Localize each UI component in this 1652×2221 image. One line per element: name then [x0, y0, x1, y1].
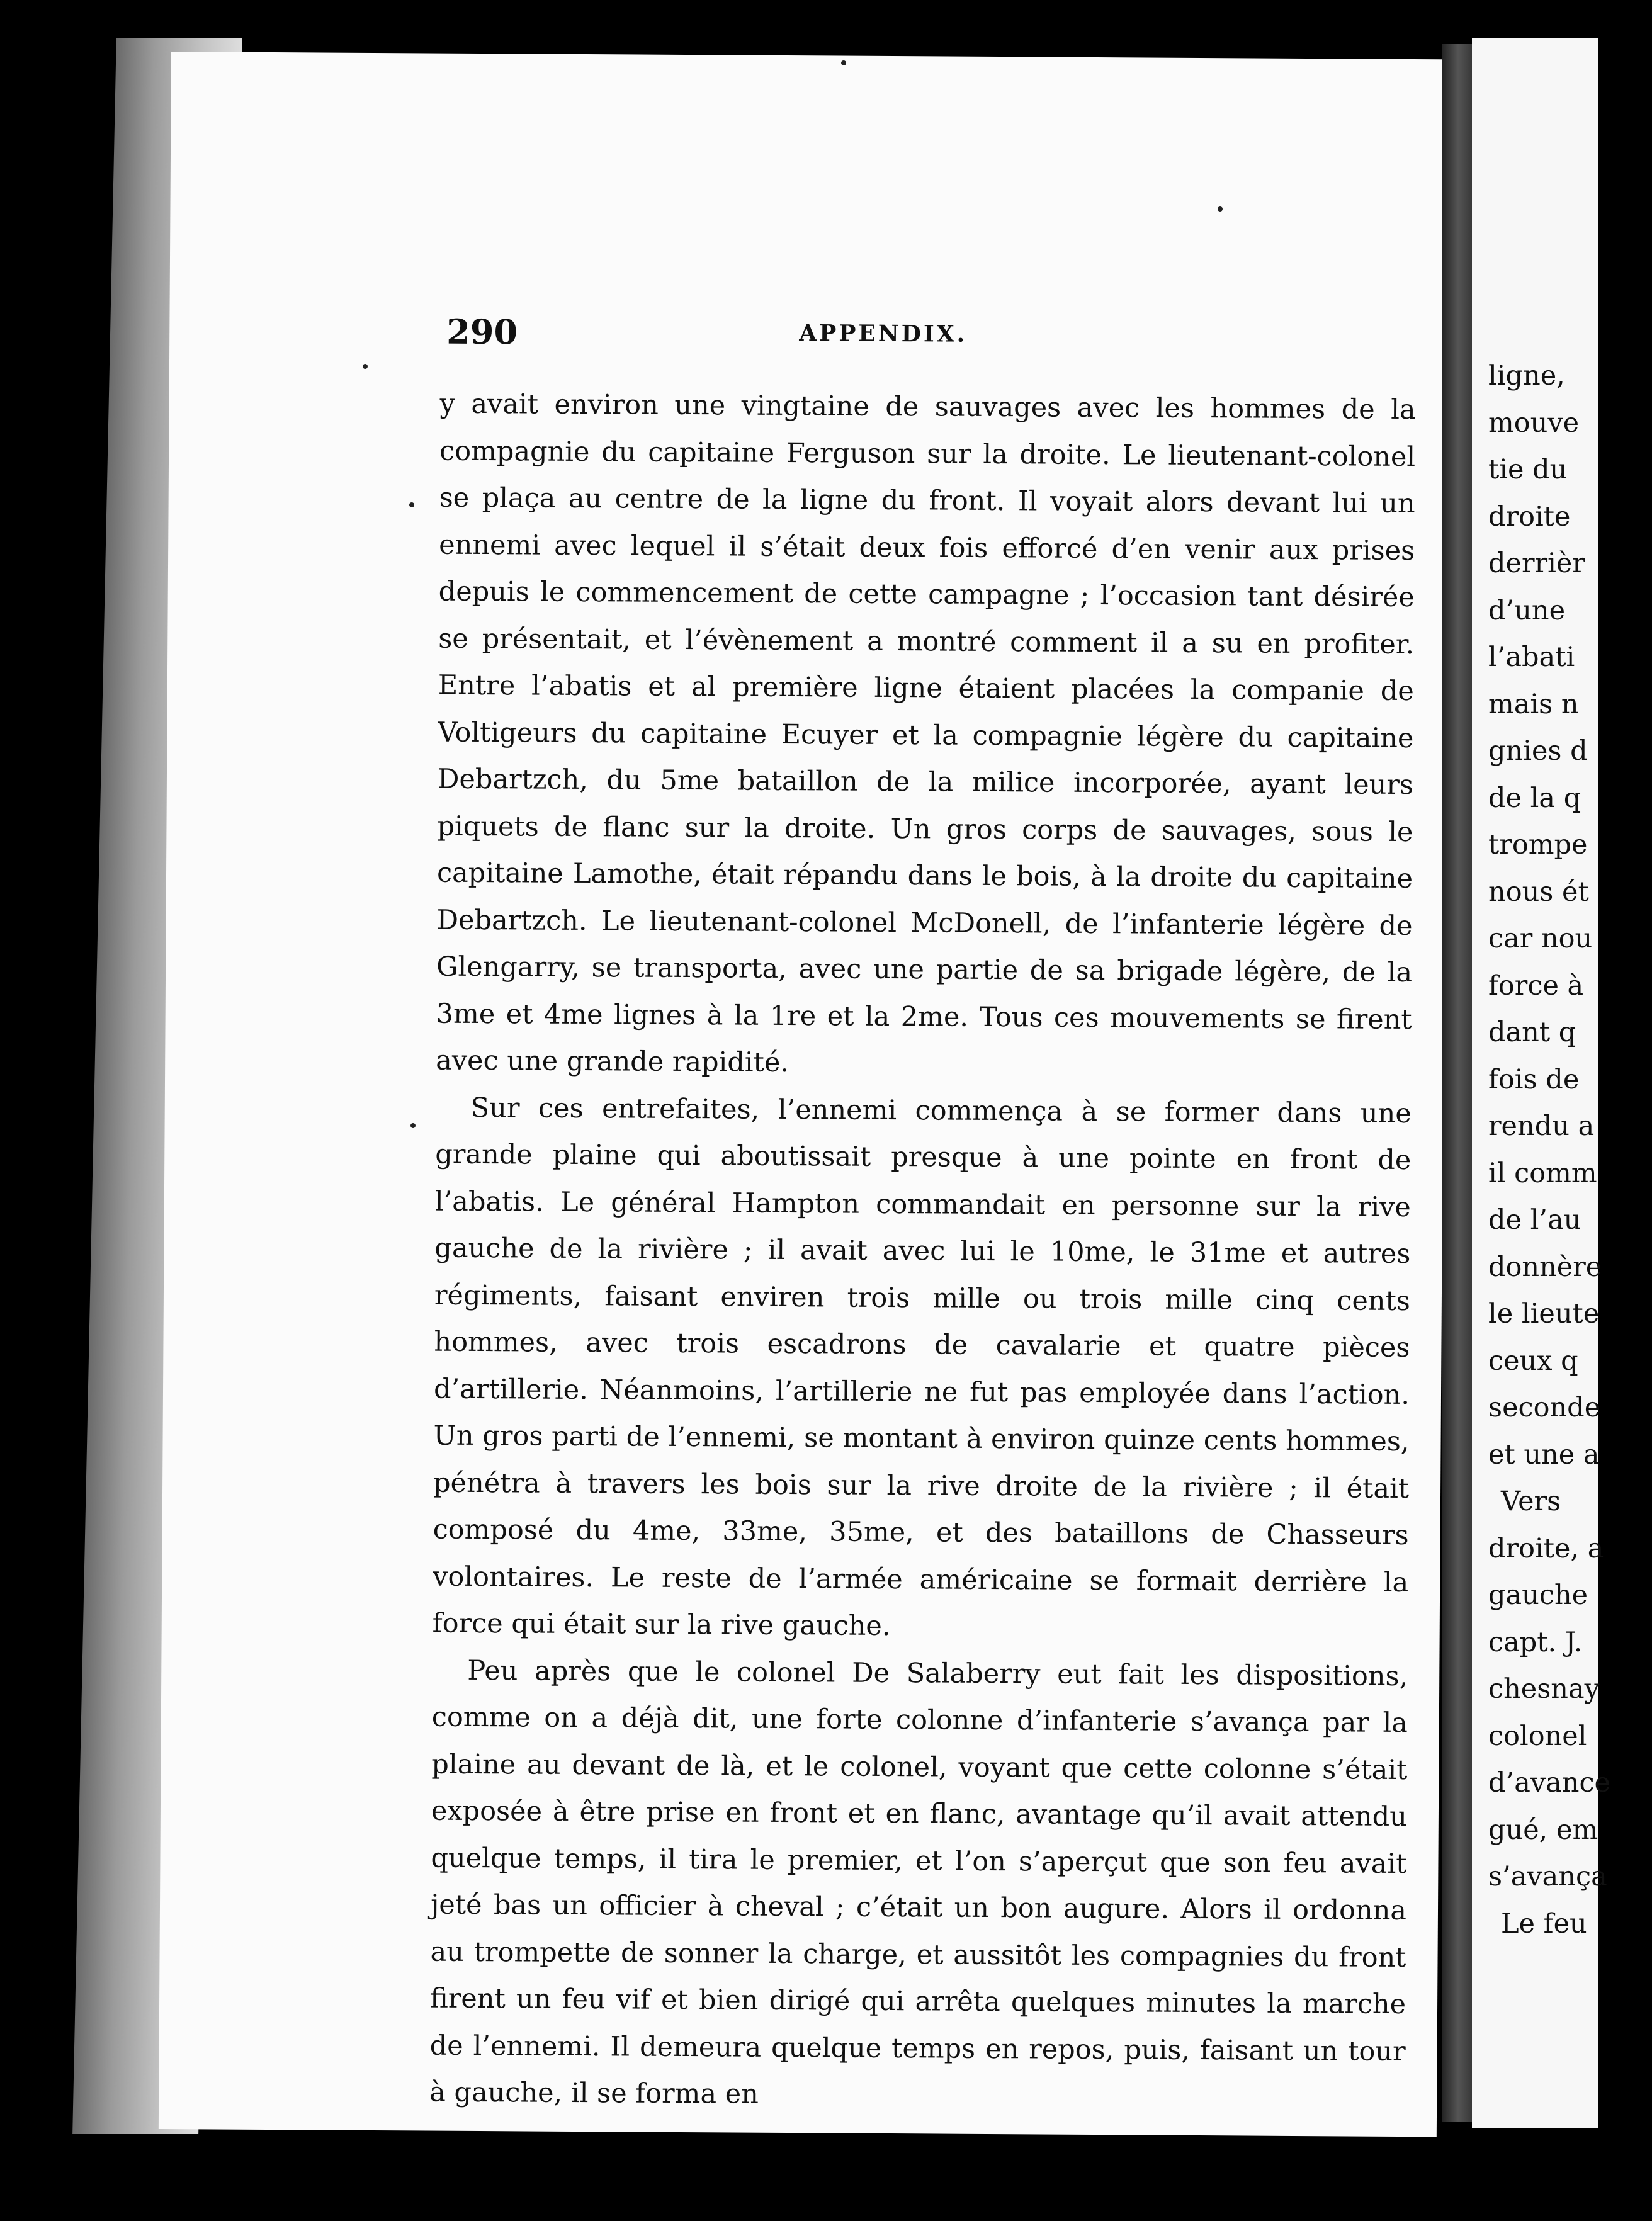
- facing-page-line: derrièr: [1488, 548, 1585, 579]
- facing-page: [1472, 38, 1610, 2128]
- paper-speck: [841, 60, 846, 65]
- facing-page-line: mais n: [1488, 688, 1579, 720]
- facing-page-line: droite: [1488, 500, 1571, 533]
- paper-speck: [363, 364, 368, 369]
- facing-page-line: dant q: [1488, 1017, 1576, 1048]
- paper-speck: [409, 502, 414, 507]
- book-gutter: [1442, 44, 1474, 2122]
- running-head: APPENDIX.: [799, 320, 968, 348]
- facing-page-line: ceux q: [1488, 1345, 1578, 1377]
- facing-page-line: fois de: [1488, 1063, 1580, 1095]
- paper-speck: [1218, 206, 1223, 212]
- facing-page-line: gué, em: [1488, 1814, 1598, 1846]
- facing-page-line: gnies d: [1488, 735, 1588, 767]
- page-number: 290: [446, 311, 518, 353]
- facing-page-line: d’une: [1488, 594, 1566, 626]
- facing-page-line: il comm: [1488, 1157, 1597, 1189]
- facing-page-line: chesnay: [1488, 1673, 1600, 1705]
- facing-page-line: de l’au: [1488, 1204, 1581, 1236]
- facing-page-line: Vers: [1501, 1486, 1561, 1517]
- facing-page-line: seconde: [1488, 1392, 1601, 1423]
- body-text: [429, 381, 1416, 2122]
- facing-page-line: force à: [1488, 969, 1584, 1002]
- facing-page-line: mouve: [1488, 407, 1580, 439]
- facing-page-line: le lieute: [1488, 1298, 1600, 1330]
- paper-speck: [410, 1123, 416, 1128]
- facing-page-line: d’avance: [1488, 1767, 1610, 1799]
- book-page: [159, 52, 1449, 2137]
- facing-page-line: l’abati: [1488, 641, 1575, 673]
- facing-page-line: nous ét: [1488, 876, 1589, 908]
- page-header: [446, 312, 1479, 362]
- paragraph-2: Sur ces entrefaites, l’ennemi commença à se former dans une grande plaine qui aboutissait presque à une pointe en front de l’abatis. Le général Hampton commandait en personne sur la rive gauche de la rivière ; il avait avec lui le 10me, le 31me et autres régiments, faisant enviren trois mille ou trois mille cinq cents hommes, avec trois escadrons de cavalarie et quatre pièces d’artillerie. Néanmoins, l’artillerie ne fut pas employée dans l’action. Un gros parti de l’ennemi, se montant à environ quinze cents hommes, pénétra à travers les bois sur la rive droite de la rivière ; il était composé du 4me, 33me, 35me, et des bataillons de Chasseurs volontaires. Le reste de l’armée américaine se formait derrière la force qui était sur la rive gauche.: [432, 1092, 1412, 1642]
- paragraph-3: Peu après que le colonel De Salaberry eut fait les dispositions, comme on a déjà dit, une forte colonne d’infanterie s’avança par la plaine au devant de là, et le colonel, voyant que cette colonne s’était exposée à être prise en front et en flanc, avantage qu’il avait attendu quelque temps, il tira le premier, et l’on s’aperçut que son feu avait jeté bas un officier à cheval ; c’était un bon augure. Alors il ordonna au trompette de sonner la charge, et aussitôt les compagnies du front firent un feu vif et bien dirigé qui arrêta quelques minutes la marche de l’ennemi. Il demeura quelque temps en repos, puis, faisant un tour à gauche, il se forma en: [429, 1654, 1408, 2110]
- facing-page-line: gauche: [1488, 1580, 1588, 1611]
- facing-page-line: capt. J.: [1488, 1626, 1583, 1658]
- paragraph-1: y avait environ une vingtaine de sauvages avec les hommes de la compagnie du capitaine Ferguson sur la droite. Le lieutenant-colonel se plaça au centre de la ligne du front. Il voyait alors devant lui un ennemi avec lequel il s’était deux fois efforcé d’en venir aux prises depuis le commencement de cette campagne ; l’occasion tant désirée se présentait, et l’évènement a montré comment il a su en profiter. Entre l’abatis et al première ligne étaient placées la companie de Voltigeurs du capitaine Ecuyer et la compagnie légère du capitaine Debartzch, du 5me bataillon de la milice incorporée, ayant leurs piquets de flanc sur la droite. Un gros corps de sauvages, sous le capitaine Lamothe, était répandu dans le bois, à la droite du capitaine Debartzch. Le lieutenant-colonel McDonell, de l’infanterie légère de Glengarry, se transporta, avec une partie de sa brigade légère, de la 3me et 4me lignes à la 1re et la 2me. Tous ces mouvements se firent avec une grande rapidité.: [436, 388, 1416, 1079]
- facing-page-line: droite, a: [1488, 1532, 1604, 1564]
- facing-page-line: car nou: [1488, 923, 1593, 954]
- facing-page-line: ligne,: [1488, 360, 1565, 392]
- facing-page-line: s’avança: [1488, 1861, 1607, 1892]
- facing-page-line: et une a: [1488, 1438, 1600, 1471]
- facing-page-line: tie du: [1488, 454, 1568, 485]
- facing-page-text: [1488, 353, 1652, 1947]
- facing-page-line: rendu a: [1488, 1110, 1595, 1142]
- facing-page-line: colonel: [1488, 1720, 1587, 1752]
- facing-page-line: trompe: [1488, 829, 1588, 861]
- facing-page-line: Le feu: [1501, 1907, 1587, 1940]
- facing-page-line: donnère: [1488, 1251, 1602, 1283]
- facing-page-line: de la q: [1488, 782, 1581, 814]
